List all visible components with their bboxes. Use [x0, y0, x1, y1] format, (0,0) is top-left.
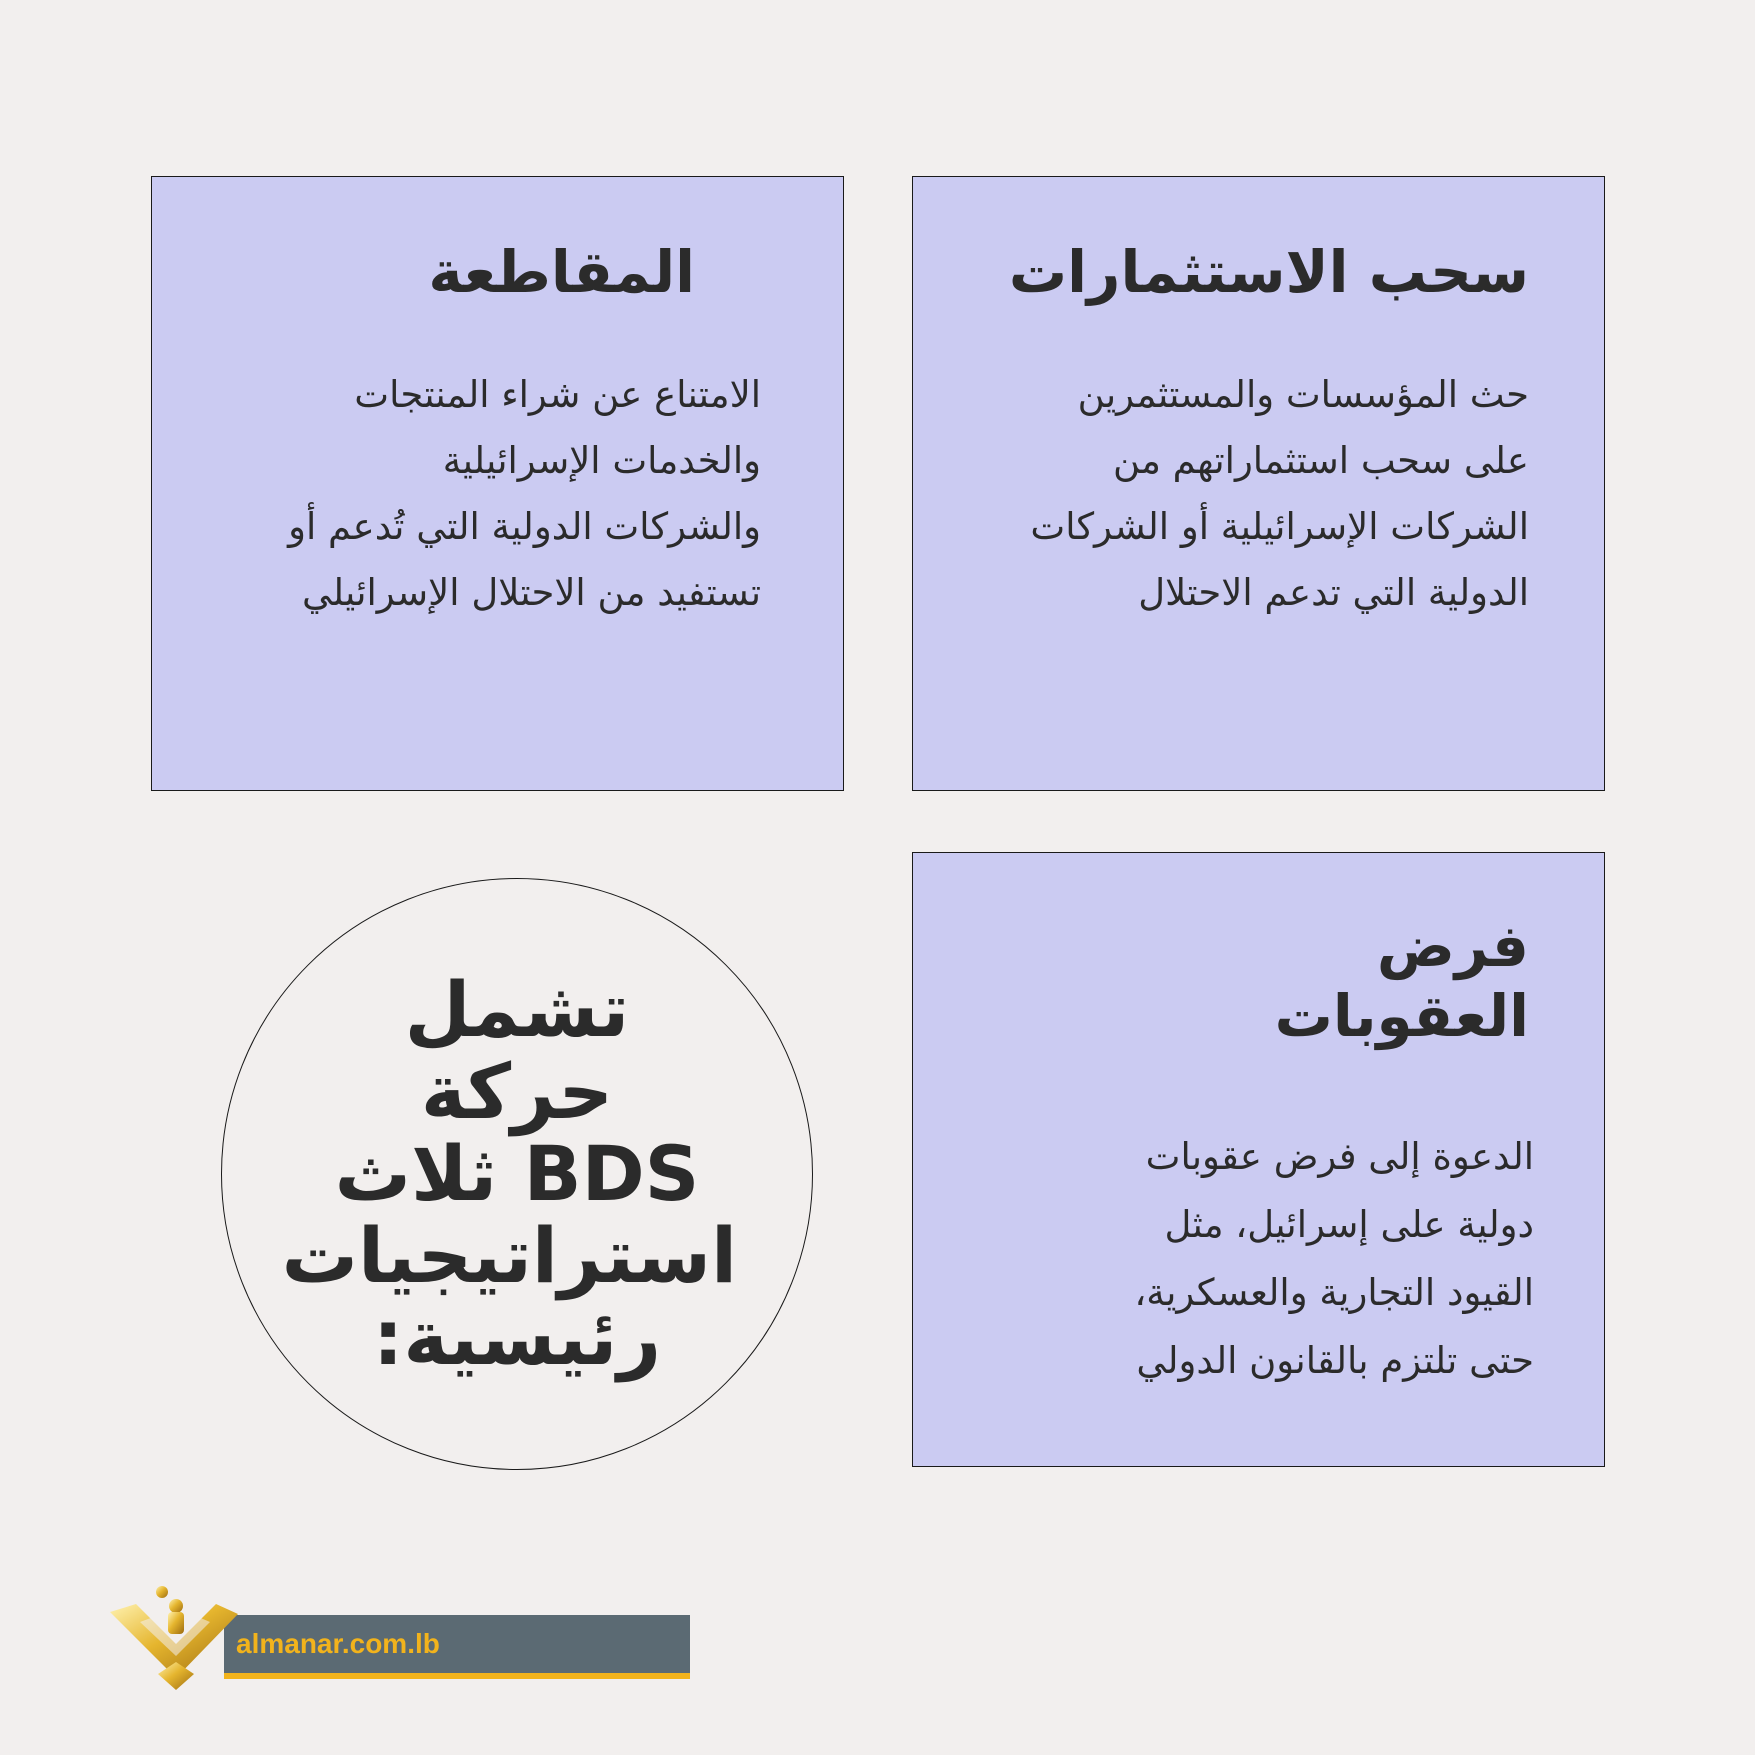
intro-heading [281, 965, 737, 1382]
almanar-logo [106, 1582, 586, 1692]
divestment-card [912, 176, 1605, 791]
divestment-title: سحب الاستثمارات [1008, 238, 1529, 306]
logo-url: almanar.com.lb [236, 1628, 440, 1659]
sanctions-description [1134, 1123, 1534, 1395]
divestment-description [1030, 362, 1529, 626]
intro-line: BDS ثلاث [334, 1129, 700, 1218]
sanctions-line: الدعوة إلى فرض عقوبات [1145, 1135, 1534, 1178]
boycott-title: المقاطعة [428, 238, 695, 306]
sanctions-title [1275, 911, 1529, 1051]
boycott-card [151, 176, 844, 791]
boycott-description [288, 362, 761, 626]
divestment-line: على سحب استثماراتهم من [1112, 439, 1529, 482]
divestment-line: الدولية التي تدعم الاحتلال [1138, 571, 1529, 614]
sanctions-line: القيود التجارية والعسكرية، [1134, 1271, 1534, 1314]
sanctions-line: حتى تلتزم بالقانون الدولي [1136, 1339, 1534, 1382]
intro-circle [221, 878, 813, 1470]
boycott-line: تستفيد من الاحتلال الإسرائيلي [301, 571, 761, 614]
intro-line: رئيسية: [372, 1293, 662, 1382]
divestment-line: الشركات الإسرائيلية أو الشركات [1030, 505, 1529, 548]
sanctions-title-line: فرض [1376, 912, 1529, 980]
almanar-emblem-icon [106, 1582, 246, 1692]
divestment-line: حث المؤسسات والمستثمرين [1077, 373, 1529, 416]
sanctions-card [912, 852, 1605, 1467]
intro-line: تشمل حركة [404, 965, 630, 1136]
boycott-line: والشركات الدولية التي تُدعم أو [288, 505, 761, 548]
sanctions-title-line: العقوبات [1274, 982, 1529, 1050]
sanctions-line: دولية على إسرائيل، مثل [1164, 1203, 1534, 1246]
intro-line: استراتيجيات [281, 1211, 737, 1300]
boycott-line: الامتناع عن شراء المنتجات [354, 373, 761, 416]
boycott-line: والخدمات الإسرائيلية [442, 439, 761, 482]
